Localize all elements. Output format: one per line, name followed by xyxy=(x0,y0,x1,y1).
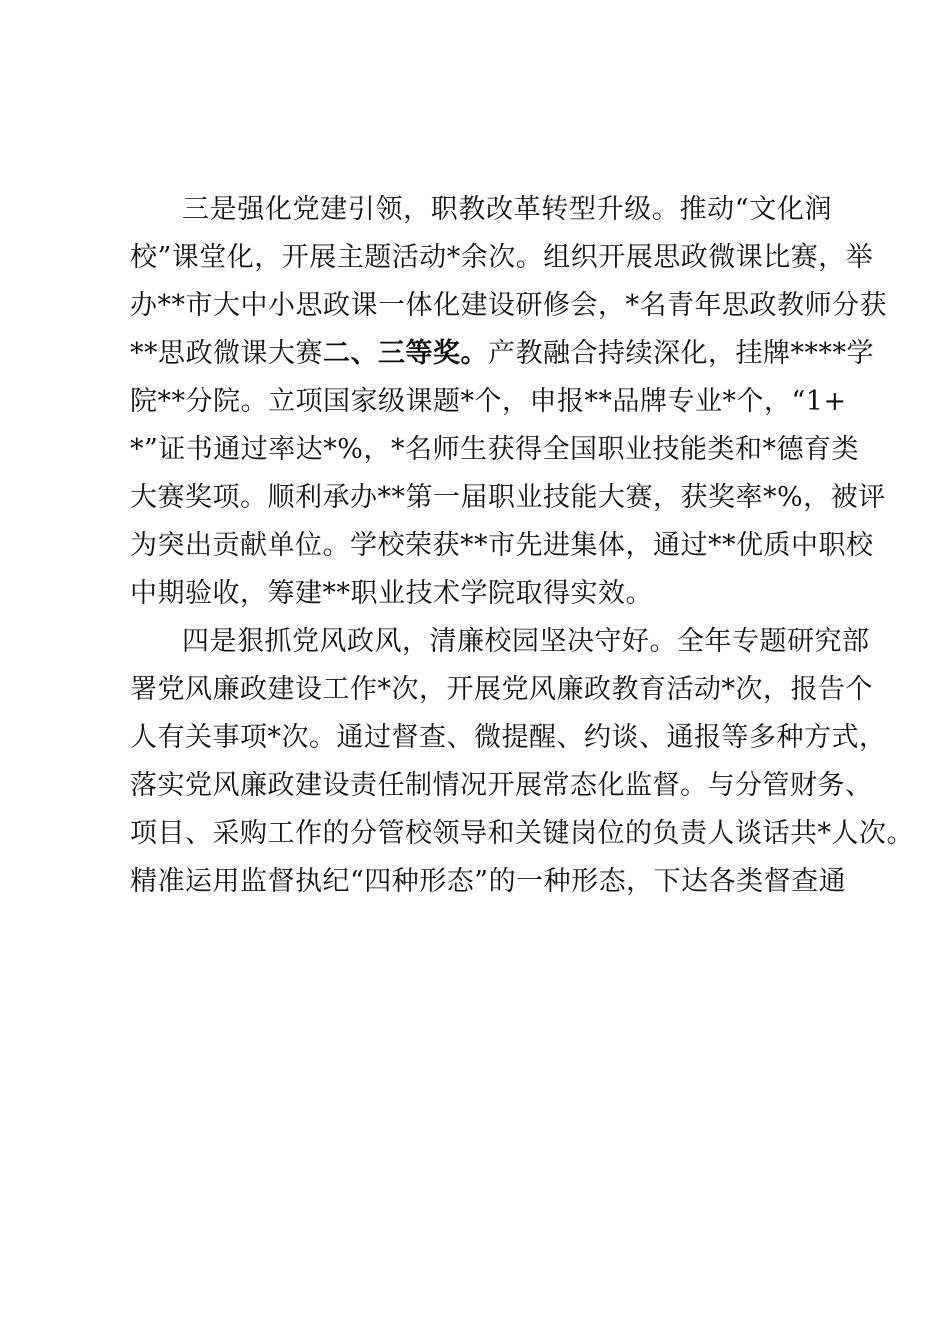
paragraph-4-line-2: 署党风廉政建设工作*次，开展党风廉政教育活动*次，报告个 xyxy=(130,674,873,705)
paragraph-4-line-1: 四是狠抓党风政风，清廉校园坚决守好。全年专题研究部 xyxy=(182,626,870,657)
paragraph-4-line-6: 精准运用监督执纪“四种形态”的一种形态，下达各类督查通 xyxy=(130,866,847,897)
paragraph-3-line-6: *”证书通过率达*%，*名师生获得全国职业技能类和*德育类 xyxy=(130,434,859,465)
paragraph-3-line-9: 中期验收，筹建**职业技术学院取得实效。 xyxy=(130,578,653,609)
paragraph-4-line-4: 落实党风廉政建设责任制情况开展常态化监督。与分管财务、 xyxy=(130,770,873,801)
paragraph-3-line-4 xyxy=(130,334,874,374)
paragraph-4-line-3: 人有关事项*次。通过督查、微提醒、约谈、通报等多种方式， xyxy=(130,722,887,753)
paragraph-3-line-5: 院**分院。立项国家级课题*个，申报**品牌专业*个，“1+ xyxy=(130,386,847,417)
paragraph-3-line-4-start: **思政微课大赛 xyxy=(130,338,323,369)
paragraph-4-line-5: 项目、采购工作的分管校领导和关键岗位的负责人谈话共*人次。 xyxy=(130,818,914,849)
paragraph-3-line-7: 大赛奖项。顺利承办**第一届职业技能大赛，获奖率*%，被评 xyxy=(130,482,886,513)
paragraph-3-line-3: 办**市大中小思政课一体化建设研修会，*名青年思政教师分获 xyxy=(130,290,887,321)
paragraph-3-line-2: 校”课堂化，开展主题活动*余次。组织开展思政微课比赛，举 xyxy=(130,242,874,273)
paragraph-3-line-8: 为突出贡献单位。学校荣获**市先进集体，通过**优质中职校 xyxy=(130,530,874,561)
award-bold-text: 二、三等奖。 xyxy=(323,338,488,369)
paragraph-3-line-1: 三是强化党建引领，职教改革转型升级。推动“文化润 xyxy=(182,194,832,225)
paragraph-3-line-4-end: 产教融合持续深化，挂牌****学 xyxy=(488,338,874,369)
